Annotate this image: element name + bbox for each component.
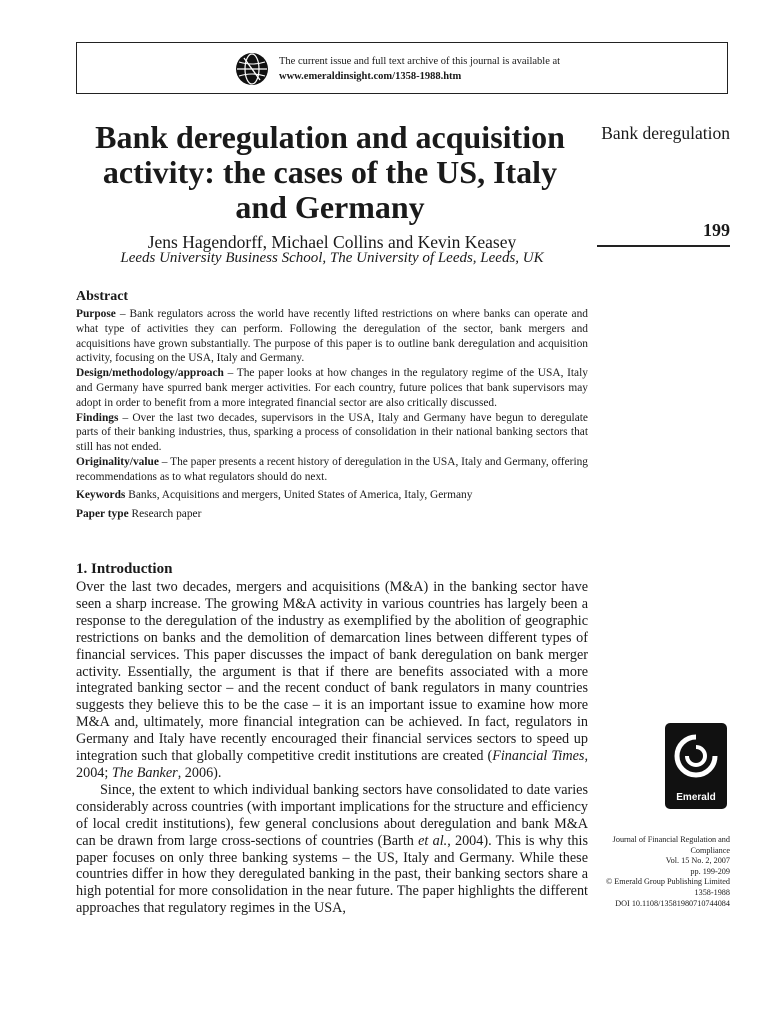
running-head: Bank deregulation bbox=[601, 123, 730, 143]
journal-doi: DOI 10.1108/13581980710744084 bbox=[615, 898, 730, 908]
purpose-text: – Bank regulators across the world have recently lifted restrictions on where banks can operate and what type of activities they can perform. Following the deregulation of the sector, bank mergers and acquisitions have grown substantially. The purpose of this paper is to outline bank deregulation and acquisition activity, focusing on the USA, Italy and Germany. bbox=[76, 308, 588, 365]
keywords-text: Banks, Acquisitions and mergers, United States of America, Italy, Germany bbox=[128, 488, 473, 501]
design-label: Design/methodology/approach bbox=[76, 367, 224, 380]
abstract-purpose bbox=[76, 307, 588, 366]
abstract-section bbox=[76, 289, 588, 522]
emerald-logo bbox=[665, 723, 727, 809]
article-authors: Jens Hagendorff, Michael Collins and Kevin Keasey bbox=[147, 232, 517, 252]
intro-p1-text: Over the last two decades, mergers and acquisitions (M&A) in the banking sector have seen a sharp increase. The growing M&A activity in various countries has largely been a response to the deregulation of the industry as exemplified by the abolition of geographic restrictions on banks and the demolition of demarcation lines between different types of financial services. This paper discusses the impact of bank deregulation on bank merger activity. Essentially, the argument is that if there are benefits associated with a more integrated banking sector – and the recent conduct of bank regulators in many countries suggests they believe this to be the case – it is an important issue to examine how more M&A and, ultimately, more financial integration can be achieved. In fact, regulators in Germany and Italy have recently encouraged their financial services sectors to speed up integration such that globally competitive credit institutions are created ( bbox=[76, 579, 588, 765]
abstract-findings bbox=[76, 411, 588, 455]
author-affiliation: Leeds University Business School, The University of Leeds, Leeds, UK bbox=[120, 250, 544, 266]
journal-availability-box bbox=[76, 42, 728, 94]
abstract-originality bbox=[76, 455, 588, 485]
abstract-heading: Abstract bbox=[76, 289, 129, 304]
introduction-section bbox=[76, 561, 588, 917]
purpose-label: Purpose bbox=[76, 308, 116, 320]
intro-p1-end: , 2006). bbox=[177, 764, 222, 781]
citation-financial-times: Financial Times bbox=[492, 748, 585, 765]
abstract-paper-type bbox=[76, 507, 588, 522]
originality-text: – The paper presents a recent history of deregulation in the USA, Italy and Germany, offering recommendations as to what regulators should do next. bbox=[76, 455, 588, 483]
paper-type-label: Paper type bbox=[76, 508, 129, 521]
header-availability-text: The current issue and full text archive of this journal is available at bbox=[279, 56, 561, 67]
journal-copyright: © Emerald Group Publishing Limited bbox=[605, 877, 730, 887]
intro-p2-text-b: , 2004). This is why this paper focuses on only three banking systems – the US, Italy and Germany. While these countries differ in how they deregulated banking in the past, their banking sectors share a high potential for more consolidation in the near future. The paper highlights the different approaches that regulatory regimes in the USA, bbox=[76, 832, 588, 917]
journal-pages: pp. 199-209 bbox=[690, 866, 730, 876]
intro-paragraph-2 bbox=[76, 782, 588, 917]
emerald-globe-icon bbox=[235, 52, 269, 86]
design-text: – The paper looks at how changes in the regulatory regime of the USA, Italy and Germany have spurred bank merger activities. For each country, future polices that bank supervisors may adopt in order to benefit from a more integrated financial sector are also critically discussed. bbox=[76, 367, 588, 409]
journal-issn: 1358-1988 bbox=[694, 887, 730, 897]
originality-label: Originality/value bbox=[76, 455, 159, 468]
journal-url-link[interactable]: www.emeraldinsight.com/1358-1988.htm bbox=[279, 71, 462, 82]
findings-text: – Over the last two decades, supervisors in the USA, Italy and Germany have begun to deregulate parts of their banking industries, thus, sparking a process of consolidation in their national banking sectors that still has not ended. bbox=[76, 411, 588, 454]
abstract-design bbox=[76, 366, 588, 410]
journal-name: Journal of Financial Regulation and Compliance bbox=[612, 835, 730, 855]
emerald-spiral-icon bbox=[665, 725, 727, 787]
findings-label: Findings bbox=[76, 411, 119, 424]
introduction-heading: 1. Introduction bbox=[76, 561, 173, 577]
article-title: Bank deregulation and acquisition activity: the cases of the US, Italy and Germany bbox=[95, 119, 565, 225]
journal-citation-info bbox=[590, 835, 730, 909]
keywords-label: Keywords bbox=[76, 488, 126, 501]
page-number: 199 bbox=[703, 220, 730, 240]
paper-type-text: Research paper bbox=[131, 508, 202, 521]
abstract-keywords bbox=[76, 488, 588, 503]
citation-et-al: et al. bbox=[418, 832, 448, 849]
citation-the-banker: The Banker bbox=[111, 764, 178, 781]
intro-paragraph-1 bbox=[76, 579, 588, 782]
margin-rule bbox=[597, 245, 730, 247]
intro-p2-text-a: Since, the extent to which individual banking sectors have consolidated to date varies considerably across countries (with important implications for the structure and efficiency of local credit institutions), few general conclusions about deregulation and bank M&A can be drawn from large cross-sections of countries (Barth bbox=[76, 781, 588, 849]
journal-volume: Vol. 15 No. 2, 2007 bbox=[665, 856, 730, 866]
emerald-logo-label: Emerald bbox=[676, 792, 716, 803]
intro-p1-mid: , 2004; bbox=[76, 748, 588, 781]
